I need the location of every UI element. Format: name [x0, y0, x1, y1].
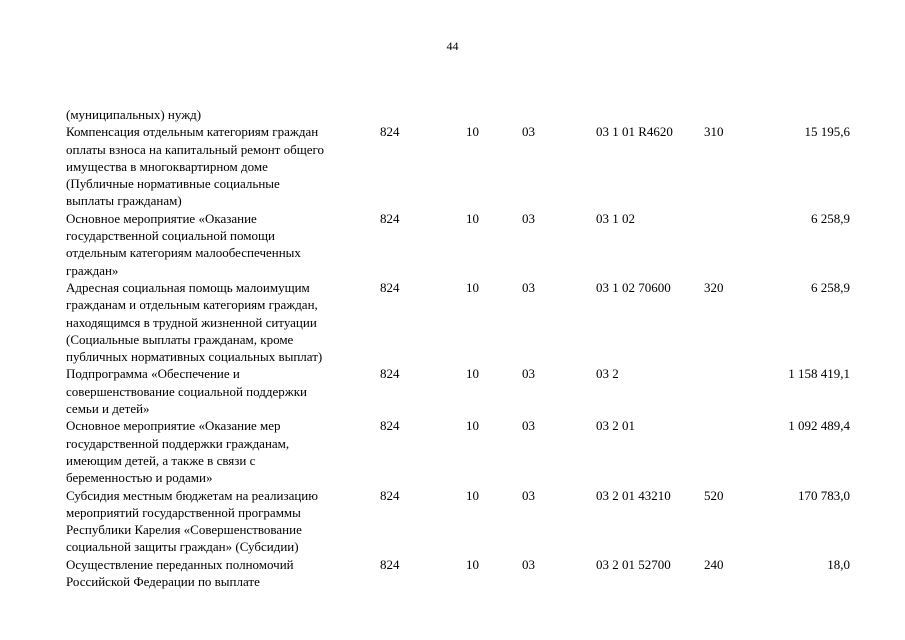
row-name — [66, 487, 366, 556]
row-expense-type: 310 — [704, 124, 724, 140]
row-name-line: граждан» — [66, 262, 119, 278]
row-name-line: Основное мероприятие «Оказание — [66, 210, 257, 226]
row-name-line: Российской Федерации по выплате — [66, 574, 260, 590]
row-name-line: совершенствование социальной поддержки — [66, 383, 307, 399]
row-sum: 1 158 419,1 — [788, 366, 850, 382]
table-row — [66, 279, 856, 365]
row-name — [66, 279, 366, 365]
row-name — [66, 123, 366, 209]
row-section-code: 10 — [466, 418, 479, 434]
row-sum: 1 092 489,4 — [788, 418, 850, 434]
row-name-line: (Социальные выплаты гражданам, кроме — [66, 331, 294, 347]
row-name — [66, 106, 366, 123]
table-row — [66, 487, 856, 556]
row-name-line: Республики Карелия «Совершенствование — [66, 522, 302, 538]
row-section-code: 10 — [466, 366, 479, 382]
row-name-line: Компенсация отдельным категориям граждан — [66, 124, 319, 140]
budget-table — [66, 106, 856, 590]
row-name-line: государственной социальной помощи — [66, 228, 275, 244]
row-section-code: 10 — [466, 124, 479, 140]
row-expense-type: 320 — [704, 279, 724, 295]
row-expense-type: 240 — [704, 556, 724, 572]
row-name-line: публичных нормативных социальных выплат) — [66, 349, 323, 365]
row-name-line: Адресная социальная помощь малоимущим — [66, 279, 310, 295]
row-target-code: 03 1 01 R4620 — [596, 124, 673, 140]
row-subsection-code: 03 — [522, 366, 535, 382]
row-subsection-code: 03 — [522, 279, 535, 295]
row-name-line: мероприятий государственной программы — [66, 504, 301, 520]
row-admin-code: 824 — [380, 487, 400, 503]
row-sum: 15 195,6 — [804, 124, 850, 140]
table-row — [66, 210, 856, 279]
row-name-line: Подпрограмма «Обеспечение и — [66, 366, 240, 382]
row-name-line: Основное мероприятие «Оказание мер — [66, 418, 281, 434]
table-row — [66, 556, 856, 591]
row-admin-code: 824 — [380, 418, 400, 434]
table-row — [66, 123, 856, 209]
row-name-line: отдельным категориям малообеспеченных — [66, 245, 301, 261]
row-name-line: находящимся в трудной жизненной ситуации — [66, 314, 317, 330]
row-section-code: 10 — [466, 487, 479, 503]
row-name-line: семьи и детей» — [66, 401, 150, 417]
row-name-line: государственной поддержки гражданам, — [66, 435, 290, 451]
table-row — [66, 365, 856, 417]
row-expense-type: 520 — [704, 487, 724, 503]
row-target-code: 03 1 02 — [596, 210, 635, 226]
row-target-code: 03 1 02 70600 — [596, 279, 671, 295]
row-section-code: 10 — [466, 556, 479, 572]
row-name-line: имеющим детей, а также в связи с — [66, 452, 256, 468]
row-sum: 170 783,0 — [798, 487, 850, 503]
row-name-line: (муниципальных) нужд) — [66, 107, 202, 122]
row-sum: 6 258,9 — [811, 210, 850, 226]
row-name-line: гражданам и отдельным категориям граждан, — [66, 297, 318, 313]
row-section-code: 10 — [466, 210, 479, 226]
row-name — [66, 210, 366, 279]
row-name-line: оплаты взноса на капитальный ремонт общего — [66, 141, 324, 157]
table-row — [66, 417, 856, 486]
row-name-line: Субсидия местным бюджетам на реализацию — [66, 487, 318, 503]
row-target-code: 03 2 — [596, 366, 619, 382]
row-admin-code: 824 — [380, 124, 400, 140]
row-target-code: 03 2 01 52700 — [596, 556, 671, 572]
row-name-line: беременностью и родами» — [66, 470, 213, 486]
row-admin-code: 824 — [380, 366, 400, 382]
page-number: 44 — [446, 39, 459, 53]
row-admin-code: 824 — [380, 556, 400, 572]
row-section-code: 10 — [466, 279, 479, 295]
row-subsection-code: 03 — [522, 487, 535, 503]
row-subsection-code: 03 — [522, 124, 535, 140]
row-subsection-code: 03 — [522, 418, 535, 434]
row-name-line: имущества в многоквартирном доме — [66, 158, 268, 174]
row-name-line: выплаты гражданам) — [66, 193, 182, 209]
row-admin-code: 824 — [380, 279, 400, 295]
row-subsection-code: 03 — [522, 556, 535, 572]
row-name — [66, 365, 366, 417]
row-sum: 6 258,9 — [811, 279, 850, 295]
row-target-code: 03 2 01 43210 — [596, 487, 671, 503]
row-admin-code: 824 — [380, 210, 400, 226]
table-row — [66, 106, 856, 123]
row-sum: 18,0 — [827, 556, 850, 572]
row-subsection-code: 03 — [522, 210, 535, 226]
row-name-line: социальной защиты граждан» (Субсидии) — [66, 539, 299, 555]
row-name — [66, 417, 366, 486]
row-name-line: (Публичные нормативные социальные — [66, 176, 280, 192]
row-name-line: Осуществление переданных полномочий — [66, 556, 294, 572]
row-name — [66, 556, 366, 591]
row-target-code: 03 2 01 — [596, 418, 635, 434]
